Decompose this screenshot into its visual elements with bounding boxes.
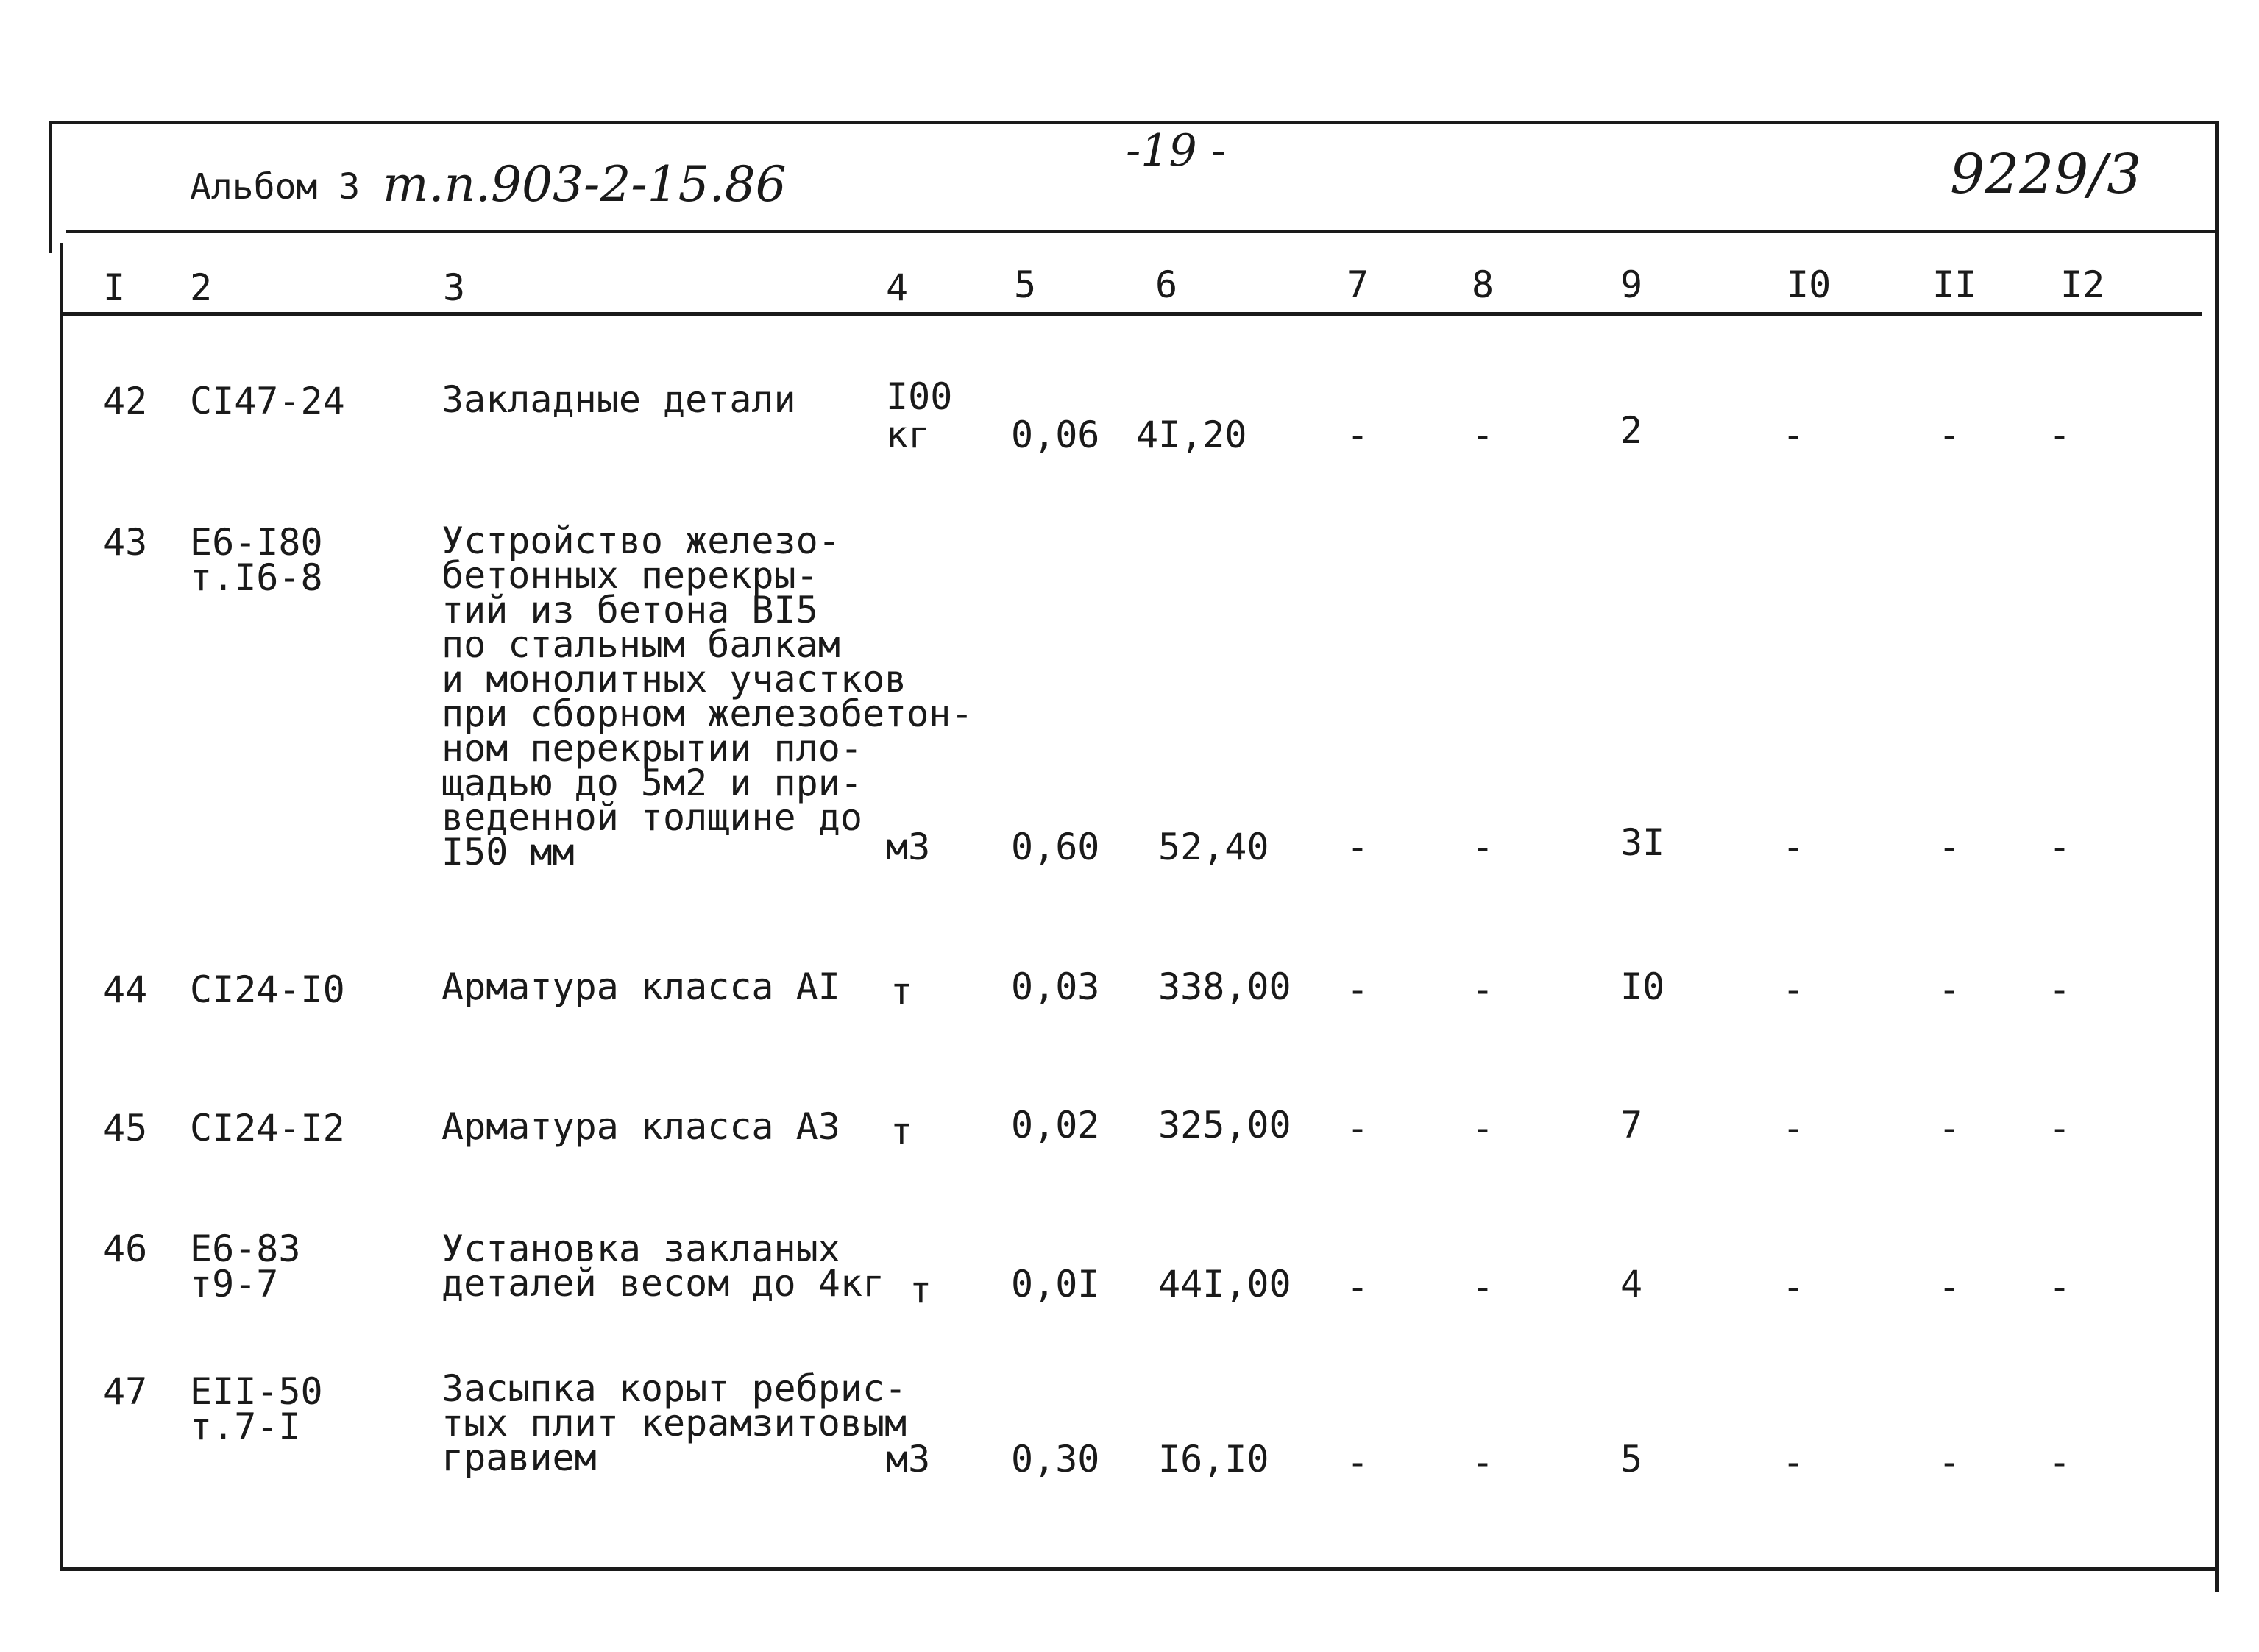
header-divider-line xyxy=(66,230,2216,233)
row-code: CI47-24 xyxy=(190,380,345,422)
row-col12: - xyxy=(2049,1107,2071,1149)
row-col7: - xyxy=(1347,968,1369,1011)
row-number: 47 xyxy=(103,1370,148,1413)
row-col12: - xyxy=(2049,968,2071,1011)
row-col10: - xyxy=(1782,1266,1805,1308)
column-header-11: II xyxy=(1932,263,1977,306)
row-col8: - xyxy=(1472,826,1494,868)
row-col9: 3I xyxy=(1620,821,1665,864)
row-description: Засыпка корыт ребрис- тых плит керамзитовым гравием xyxy=(441,1367,907,1479)
row-col10: - xyxy=(1782,1441,1805,1483)
row-description: Закладные детали xyxy=(441,378,796,421)
row-number: 45 xyxy=(103,1107,148,1149)
row-col11: - xyxy=(1938,968,1961,1011)
column-header-9: 9 xyxy=(1620,263,1643,306)
row-code: CI24-I2 xyxy=(190,1107,345,1149)
row-col7: - xyxy=(1347,826,1369,868)
row-code: CI24-I0 xyxy=(190,968,345,1011)
row-description: Устройство железо- бетонных перекры- тий из бетона BI5 по стальным балкам и монолитных участков при сборном железобетон- ном перекрытии пло- щадью до 5м2 и при- веденной толщине до I50 мм xyxy=(441,520,974,873)
row-code: EII-50 xyxy=(190,1370,323,1413)
row-col7: - xyxy=(1347,414,1369,456)
column-header-8: 8 xyxy=(1472,263,1494,306)
row-code-line-2: т.I6-8 xyxy=(190,556,323,599)
column-header-divider-line xyxy=(63,312,2202,316)
row-unit-line-2: кг xyxy=(886,414,931,456)
column-header-7: 7 xyxy=(1347,263,1369,306)
row-col10: - xyxy=(1782,414,1805,456)
row-col9: 4 xyxy=(1620,1263,1643,1305)
row-code: E6-I80 xyxy=(190,521,323,564)
row-description: Арматура класса AI xyxy=(441,965,840,1008)
row-col9: I0 xyxy=(1620,965,1665,1008)
row-number: 42 xyxy=(103,380,148,422)
row-unit: м3 xyxy=(886,1438,931,1481)
row-col10: - xyxy=(1782,968,1805,1011)
row-code-line-2: т.7-I xyxy=(190,1405,301,1448)
row-col6: 338,00 xyxy=(1158,965,1291,1008)
row-col5: 0,60 xyxy=(1011,826,1100,868)
row-col6: 44I,00 xyxy=(1158,1263,1291,1305)
frame-left-line xyxy=(49,121,52,253)
frame-left-line-lower xyxy=(60,243,63,1567)
row-col6: 4I,20 xyxy=(1136,414,1247,456)
row-number: 46 xyxy=(103,1227,148,1270)
column-header-10: I0 xyxy=(1787,263,1831,306)
row-unit: т xyxy=(890,1110,913,1152)
album-label: Альбом 3 xyxy=(190,166,361,208)
column-header-6: 6 xyxy=(1155,263,1178,306)
row-col11: - xyxy=(1938,1107,1961,1149)
column-header-4: 4 xyxy=(886,266,909,309)
row-col8: - xyxy=(1472,968,1494,1011)
row-unit: т xyxy=(890,970,913,1013)
row-col12: - xyxy=(2049,414,2071,456)
row-col8: - xyxy=(1472,1266,1494,1308)
row-col8: - xyxy=(1472,1107,1494,1149)
row-unit: I00 xyxy=(886,375,953,418)
row-col12: - xyxy=(2049,826,2071,868)
row-col11: - xyxy=(1938,1266,1961,1308)
row-col9: 7 xyxy=(1620,1104,1643,1146)
frame-top-line xyxy=(49,121,2218,124)
row-col7: - xyxy=(1347,1441,1369,1483)
row-col7: - xyxy=(1347,1107,1369,1149)
row-unit: т xyxy=(909,1269,932,1311)
row-col9: 5 xyxy=(1620,1438,1643,1481)
row-col5: 0,02 xyxy=(1011,1104,1100,1146)
row-col5: 0,30 xyxy=(1011,1438,1100,1481)
row-number: 43 xyxy=(103,521,148,564)
row-col12: - xyxy=(2049,1266,2071,1308)
row-code-line-2: т9-7 xyxy=(190,1263,279,1305)
row-col8: - xyxy=(1472,1441,1494,1483)
document-number: 9229/3 xyxy=(1950,143,2142,206)
row-col6: 52,40 xyxy=(1158,826,1269,868)
column-header-3: 3 xyxy=(443,266,466,309)
frame-bottom-line xyxy=(60,1567,2219,1571)
page-number: -19 - xyxy=(1126,125,1226,177)
row-col6: I6,I0 xyxy=(1158,1438,1269,1481)
row-description: Установка закланых деталей весом до 4кг xyxy=(441,1227,885,1305)
row-description: Арматура класса A3 xyxy=(441,1105,840,1148)
row-unit: м3 xyxy=(886,826,931,868)
row-col8: - xyxy=(1472,414,1494,456)
row-col9: 2 xyxy=(1620,409,1643,452)
column-header-1: I xyxy=(103,266,126,309)
row-col11: - xyxy=(1938,826,1961,868)
row-col5: 0,0I xyxy=(1011,1263,1100,1305)
row-col7: - xyxy=(1347,1266,1369,1308)
row-col6: 325,00 xyxy=(1158,1104,1291,1146)
row-code: E6-83 xyxy=(190,1227,301,1270)
row-col11: - xyxy=(1938,1441,1961,1483)
row-col12: - xyxy=(2049,1441,2071,1483)
column-header-12: I2 xyxy=(2060,263,2105,306)
row-col11: - xyxy=(1938,414,1961,456)
row-col5: 0,03 xyxy=(1011,965,1100,1008)
row-col10: - xyxy=(1782,1107,1805,1149)
row-number: 44 xyxy=(103,968,148,1011)
row-col5: 0,06 xyxy=(1011,414,1100,456)
project-code: т.п.903-2-15.86 xyxy=(383,156,787,213)
row-col10: - xyxy=(1782,826,1805,868)
frame-right-line xyxy=(2215,121,2219,1592)
column-header-5: 5 xyxy=(1014,263,1037,306)
column-header-2: 2 xyxy=(190,266,213,309)
